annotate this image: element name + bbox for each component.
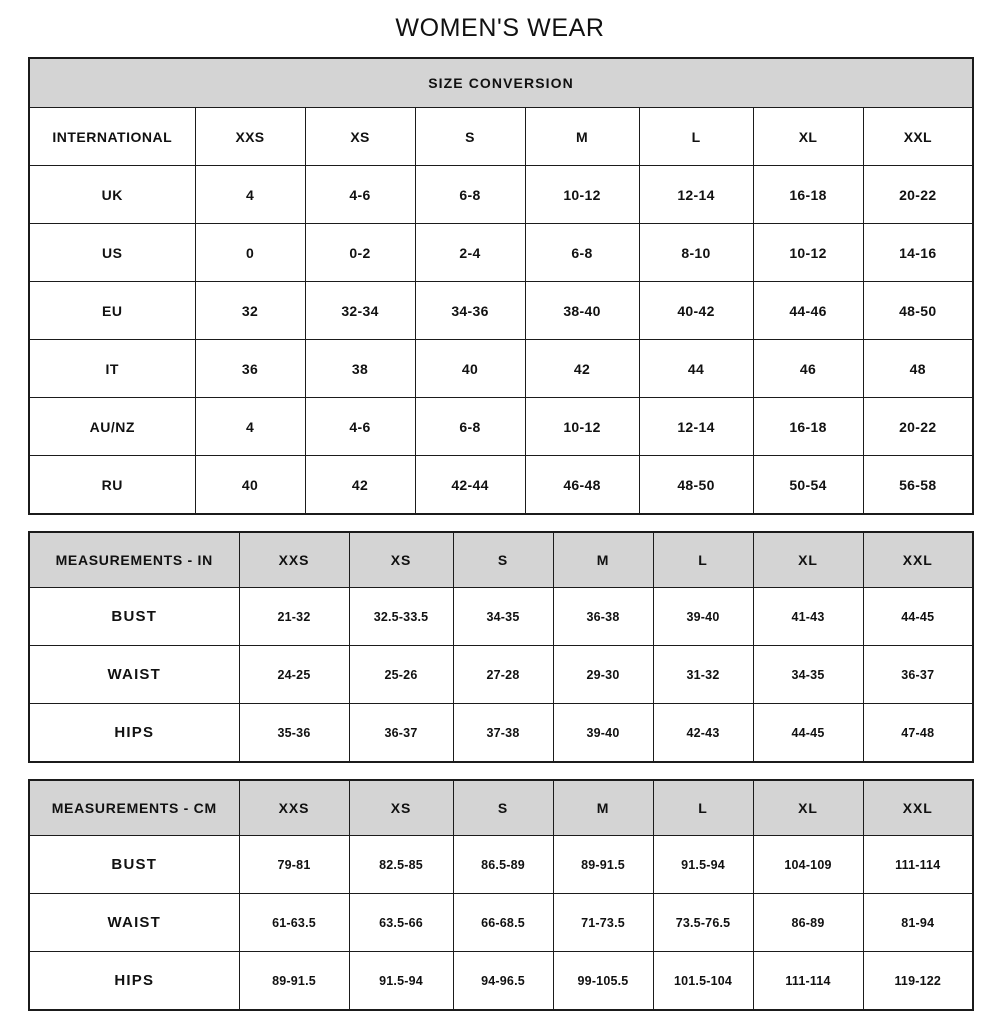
table-row — [29, 894, 973, 952]
table-header-row — [29, 780, 973, 836]
column-header-s: S — [453, 532, 553, 588]
column-header-xxs: XXS — [239, 532, 349, 588]
table-row — [29, 166, 973, 224]
table-cell: 10-12 — [753, 224, 863, 282]
column-header-measurements-in: MEASUREMENTS - IN — [29, 532, 239, 588]
table-cell: 38-40 — [525, 282, 639, 340]
table-cell: 119-122 — [863, 952, 973, 1011]
table-cell: 79-81 — [239, 836, 349, 894]
table-banner-row — [29, 58, 973, 108]
column-header-xxs: XXS — [239, 780, 349, 836]
row-label: RU — [29, 456, 195, 515]
table-cell: 6-8 — [415, 398, 525, 456]
column-header-s: S — [453, 780, 553, 836]
table-cell: 89-91.5 — [239, 952, 349, 1011]
size-conversion-table — [28, 57, 974, 515]
table-cell: 44-45 — [863, 588, 973, 646]
table-cell: 35-36 — [239, 704, 349, 763]
table-row — [29, 340, 973, 398]
table-cell: 94-96.5 — [453, 952, 553, 1011]
table-cell: 27-28 — [453, 646, 553, 704]
size-conversion-banner: SIZE CONVERSION — [29, 58, 973, 108]
column-header-xs: XS — [305, 108, 415, 166]
table-cell: 47-48 — [863, 704, 973, 763]
row-label: HIPS — [29, 952, 239, 1011]
table-row — [29, 704, 973, 763]
row-label: HIPS — [29, 704, 239, 763]
row-label: AU/NZ — [29, 398, 195, 456]
table-cell: 12-14 — [639, 398, 753, 456]
column-header-xl: XL — [753, 108, 863, 166]
table-cell: 38 — [305, 340, 415, 398]
table-cell: 12-14 — [639, 166, 753, 224]
column-header-measurements-cm: MEASUREMENTS - CM — [29, 780, 239, 836]
table-cell: 21-32 — [239, 588, 349, 646]
row-label: BUST — [29, 588, 239, 646]
column-header-xl: XL — [753, 532, 863, 588]
table-header-row — [29, 108, 973, 166]
column-header-international: INTERNATIONAL — [29, 108, 195, 166]
table-cell: 16-18 — [753, 166, 863, 224]
column-header-xs: XS — [349, 532, 453, 588]
table-cell: 31-32 — [653, 646, 753, 704]
column-header-m: M — [525, 108, 639, 166]
row-label: EU — [29, 282, 195, 340]
table-cell: 46-48 — [525, 456, 639, 515]
table-cell: 36 — [195, 340, 305, 398]
table-cell: 91.5-94 — [653, 836, 753, 894]
table-cell: 56-58 — [863, 456, 973, 515]
table-cell: 86-89 — [753, 894, 863, 952]
table-cell: 24-25 — [239, 646, 349, 704]
table-cell: 111-114 — [753, 952, 863, 1011]
table-cell: 71-73.5 — [553, 894, 653, 952]
table-cell: 101.5-104 — [653, 952, 753, 1011]
table-cell: 32-34 — [305, 282, 415, 340]
table-cell: 46 — [753, 340, 863, 398]
table-cell: 81-94 — [863, 894, 973, 952]
table-cell: 36-37 — [349, 704, 453, 763]
table-cell: 37-38 — [453, 704, 553, 763]
table-header-row — [29, 532, 973, 588]
table-cell: 4 — [195, 398, 305, 456]
table-cell: 8-10 — [639, 224, 753, 282]
table-cell: 34-35 — [453, 588, 553, 646]
table-cell: 40 — [415, 340, 525, 398]
table-cell: 10-12 — [525, 398, 639, 456]
table-cell: 66-68.5 — [453, 894, 553, 952]
column-header-l: L — [653, 532, 753, 588]
table-row — [29, 282, 973, 340]
table-cell: 42 — [525, 340, 639, 398]
table-cell: 73.5-76.5 — [653, 894, 753, 952]
table-row — [29, 588, 973, 646]
table-cell: 6-8 — [525, 224, 639, 282]
table-row — [29, 646, 973, 704]
table-cell: 20-22 — [863, 398, 973, 456]
column-header-xl: XL — [753, 780, 863, 836]
column-header-l: L — [639, 108, 753, 166]
table-cell: 32 — [195, 282, 305, 340]
page-title: WOMEN'S WEAR — [395, 14, 605, 42]
table-cell: 89-91.5 — [553, 836, 653, 894]
table-cell: 0 — [195, 224, 305, 282]
table-cell: 44 — [639, 340, 753, 398]
row-label: BUST — [29, 836, 239, 894]
table-cell: 0-2 — [305, 224, 415, 282]
column-header-xxl: XXL — [863, 780, 973, 836]
table-row — [29, 836, 973, 894]
table-cell: 42 — [305, 456, 415, 515]
table-cell: 6-8 — [415, 166, 525, 224]
table-cell: 44-45 — [753, 704, 863, 763]
table-cell: 63.5-66 — [349, 894, 453, 952]
table-cell: 36-38 — [553, 588, 653, 646]
table-cell: 48-50 — [863, 282, 973, 340]
table-cell: 34-35 — [753, 646, 863, 704]
column-header-xxs: XXS — [195, 108, 305, 166]
table-cell: 48-50 — [639, 456, 753, 515]
table-cell: 25-26 — [349, 646, 453, 704]
measurements-cm-table — [28, 779, 974, 1011]
row-label: WAIST — [29, 894, 239, 952]
table-cell: 16-18 — [753, 398, 863, 456]
table-cell: 41-43 — [753, 588, 863, 646]
table-cell: 91.5-94 — [349, 952, 453, 1011]
table-cell: 14-16 — [863, 224, 973, 282]
row-label: WAIST — [29, 646, 239, 704]
table-cell: 39-40 — [553, 704, 653, 763]
table-cell: 48 — [863, 340, 973, 398]
table-cell: 99-105.5 — [553, 952, 653, 1011]
table-cell: 50-54 — [753, 456, 863, 515]
table-cell: 20-22 — [863, 166, 973, 224]
table-cell: 32.5-33.5 — [349, 588, 453, 646]
row-label: IT — [29, 340, 195, 398]
table-cell: 34-36 — [415, 282, 525, 340]
table-row — [29, 224, 973, 282]
table-cell: 2-4 — [415, 224, 525, 282]
column-header-xs: XS — [349, 780, 453, 836]
column-header-xxl: XXL — [863, 108, 973, 166]
table-cell: 44-46 — [753, 282, 863, 340]
table-cell: 4-6 — [305, 166, 415, 224]
table-cell: 42-43 — [653, 704, 753, 763]
table-row — [29, 952, 973, 1011]
column-header-m: M — [553, 532, 653, 588]
table-cell: 10-12 — [525, 166, 639, 224]
table-cell: 39-40 — [653, 588, 753, 646]
table-cell: 61-63.5 — [239, 894, 349, 952]
table-cell: 104-109 — [753, 836, 863, 894]
column-header-m: M — [553, 780, 653, 836]
row-label: UK — [29, 166, 195, 224]
table-cell: 111-114 — [863, 836, 973, 894]
table-cell: 29-30 — [553, 646, 653, 704]
column-header-l: L — [653, 780, 753, 836]
table-cell: 4-6 — [305, 398, 415, 456]
table-cell: 40 — [195, 456, 305, 515]
column-header-s: S — [415, 108, 525, 166]
measurements-in-table — [28, 531, 974, 763]
table-row — [29, 398, 973, 456]
column-header-xxl: XXL — [863, 532, 973, 588]
table-cell: 36-37 — [863, 646, 973, 704]
row-label: US — [29, 224, 195, 282]
table-cell: 40-42 — [639, 282, 753, 340]
table-row — [29, 456, 973, 515]
table-cell: 82.5-85 — [349, 836, 453, 894]
table-cell: 4 — [195, 166, 305, 224]
table-cell: 42-44 — [415, 456, 525, 515]
table-cell: 86.5-89 — [453, 836, 553, 894]
